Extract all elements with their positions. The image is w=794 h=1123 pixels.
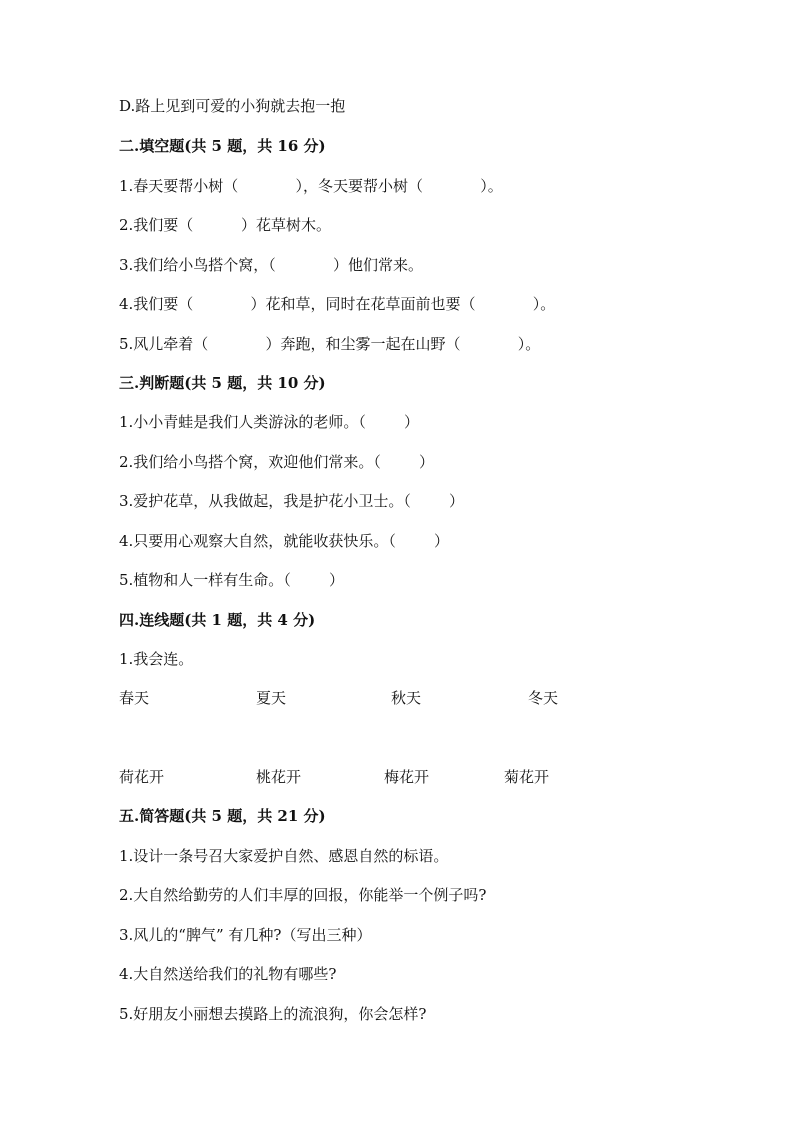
short-answer-question-5: 5.好朋友小丽想去摸路上的流浪狗，你会怎样? [119,1005,427,1023]
true-false-question-5: 5.植物和人一样有生命。（ ） [119,571,344,589]
fill-blank-question-1: 1.春天要帮小树（ ），冬天要帮小树（ ）。 [119,177,503,195]
match-bottom-item: 荷花开 [119,768,165,786]
matching-instruction: 1.我会连。 [119,650,194,668]
short-answer-question-1: 1.设计一条号召大家爱护自然、感恩自然的标语。 [119,847,449,865]
fill-blank-question-2: 2.我们要（ ）花草树木。 [119,216,331,234]
short-answer-question-4: 4.大自然送给我们的礼物有哪些? [119,965,337,983]
true-false-question-4: 4.只要用心观察大自然，就能收获快乐。（ ） [119,532,449,550]
section-heading-matching: 四.连线题(共 1 题，共 4 分) [119,611,316,629]
true-false-question-3: 3.爱护花草，从我做起，我是护花小卫士。（ ） [119,492,464,510]
section-heading-fill-blank: 二.填空题(共 5 题，共 16 分) [119,137,326,155]
match-top-item: 春天 [119,689,150,707]
true-false-question-2: 2.我们给小鸟搭个窝，欢迎他们常来。（ ） [119,453,434,471]
fill-blank-question-3: 3.我们给小鸟搭个窝，（ ）他们常来。 [119,256,424,274]
option-d-text: D.路上见到可爱的小狗就去抱一抱 [119,97,346,115]
true-false-question-1: 1.小小青蛙是我们人类游泳的老师。（ ） [119,413,419,431]
fill-blank-question-4: 4.我们要（ ）花和草，同时在花草面前也要（ ）。 [119,295,556,313]
match-top-item: 夏天 [256,689,287,707]
fill-blank-question-5: 5.风儿牵着（ ）奔跑，和尘雾一起在山野（ ）。 [119,335,541,353]
short-answer-question-2: 2.大自然给勤劳的人们丰厚的回报，你能举一个例子吗? [119,886,487,904]
section-heading-true-false: 三.判断题(共 5 题，共 10 分) [119,374,326,392]
match-bottom-item: 菊花开 [504,768,550,786]
match-bottom-item: 梅花开 [384,768,430,786]
short-answer-question-3: 3.风儿的“脾气” 有几种?（写出三种） [119,926,372,944]
match-top-item: 冬天 [528,689,559,707]
match-top-item: 秋天 [391,689,422,707]
section-heading-short-answer: 五.简答题(共 5 题，共 21 分) [119,807,326,825]
match-bottom-item: 桃花开 [256,768,302,786]
